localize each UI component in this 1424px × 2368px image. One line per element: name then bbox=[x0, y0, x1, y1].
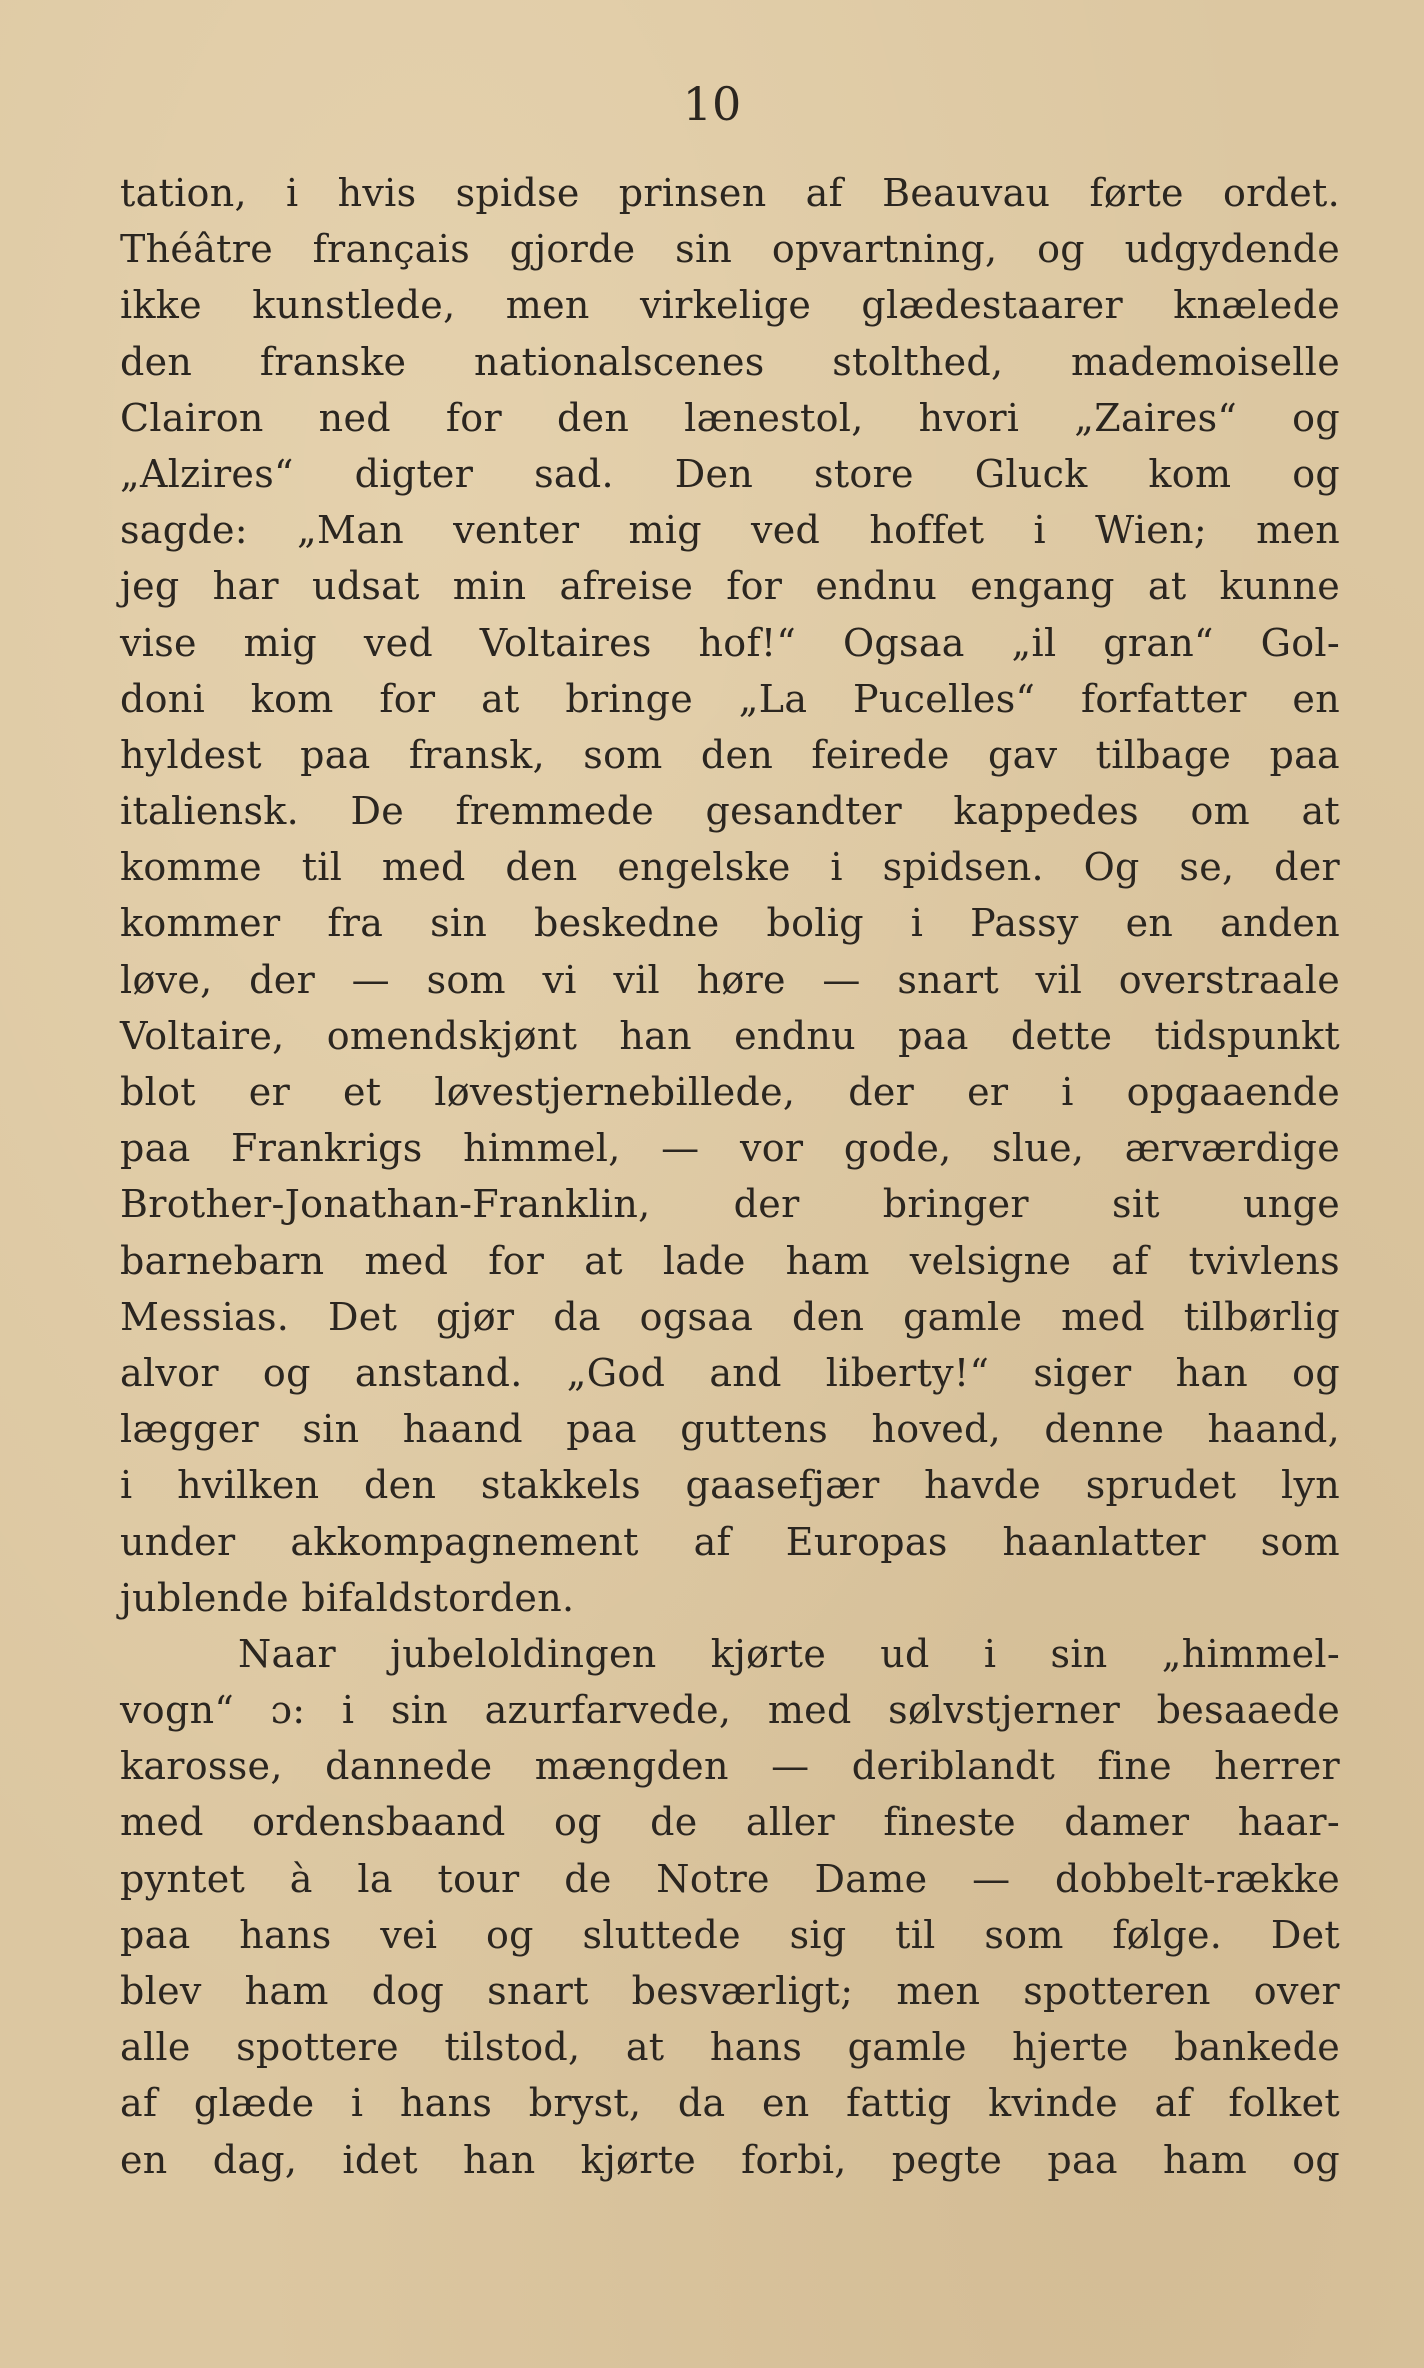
text-line: kommer fra sin beskedne bolig i Passy en anden bbox=[120, 901, 1340, 946]
text-line: med ordensbaand og de aller fineste damer haar- bbox=[120, 1800, 1340, 1845]
text-line: jublende bifaldstorden. bbox=[120, 1575, 575, 1620]
text-line: jeg har udsat min afreise for endnu engang at kunne bbox=[120, 564, 1340, 609]
text-line: Voltaire, omendskjønt han endnu paa dette tidspunkt bbox=[120, 1013, 1340, 1058]
text-line: pyntet à la tour de Notre Dame — dobbelt-række bbox=[120, 1856, 1340, 1901]
text-line: barnebarn med for at lade ham velsigne af tvivlens bbox=[120, 1238, 1340, 1283]
text-line: løve, der — som vi vil høre — snart vil overstraale bbox=[120, 957, 1340, 1002]
text-line: lægger sin haand paa guttens hoved, denne haand, bbox=[120, 1407, 1340, 1452]
text-line: hyldest paa fransk, som den feirede gav tilbage paa bbox=[120, 732, 1340, 777]
text-line: doni kom for at bringe „La Pucelles“ forfatter en bbox=[120, 676, 1340, 721]
text-line: paa hans vei og sluttede sig til som følge. Det bbox=[120, 1912, 1340, 1957]
text-line: paa Frankrigs himmel, — vor gode, slue, ærværdige bbox=[120, 1126, 1340, 1171]
text-line: Clairon ned for den lænestol, hvori „Zaires“ og bbox=[120, 395, 1340, 440]
text-line: alvor og anstand. „God and liberty!“ siger han og bbox=[120, 1350, 1340, 1395]
text-line: „Alzires“ digter sad. Den store Gluck kom og bbox=[120, 451, 1340, 496]
text-line: af glæde i hans bryst, da en fattig kvinde af folket bbox=[120, 2081, 1340, 2126]
page-number: 10 bbox=[682, 77, 742, 131]
text-line: Messias. Det gjør da ogsaa den gamle med tilbørlig bbox=[120, 1294, 1340, 1339]
text-line: Théâtre français gjorde sin opvartning, og udgydende bbox=[120, 227, 1340, 272]
text-line: alle spottere tilstod, at hans gamle hjerte bankede bbox=[120, 2025, 1340, 2070]
text-line: i hvilken den stakkels gaasefjær havde sprudet lyn bbox=[120, 1463, 1340, 1508]
text-line: italiensk. De fremmede gesandter kappedes om at bbox=[120, 789, 1340, 834]
text-line: den franske nationalscenes stolthed, mademoiselle bbox=[120, 339, 1340, 384]
text-line: tation, i hvis spidse prinsen af Beauvau førte ordet. bbox=[120, 171, 1340, 215]
text-line: blot er et løvestjernebillede, der er i opgaaende bbox=[120, 1070, 1340, 1114]
text-line: karosse, dannede mængden — deriblandt fine herrer bbox=[120, 1744, 1340, 1789]
text-line: sagde: „Man venter mig ved hoffet i Wien; men bbox=[120, 508, 1340, 553]
text-line: komme til med den engelske i spidsen. Og se, der bbox=[120, 845, 1340, 890]
text-line: Naar jubeloldingen kjørte ud i sin „himmel- bbox=[238, 1631, 1340, 1676]
text-line: vise mig ved Voltaires hof!“ Ogsaa „il gran“ Gol- bbox=[120, 620, 1340, 665]
text-line: under akkompagnement af Europas haanlatter som bbox=[120, 1519, 1340, 1564]
text-line: blev ham dog snart besværligt; men spotteren over bbox=[120, 1969, 1340, 2013]
body-text bbox=[120, 165, 1340, 2188]
text-line: Brother-Jonathan-Franklin, der bringer sit unge bbox=[120, 1182, 1340, 1227]
text-line: en dag, idet han kjørte forbi, pegte paa ham og bbox=[120, 2137, 1340, 2182]
text-line: vogn“ ɔ: i sin azurfarvede, med sølvstjerner besaaede bbox=[120, 1688, 1340, 1733]
text-line: ikke kunstlede, men virkelige glædestaarer knælede bbox=[120, 283, 1340, 328]
